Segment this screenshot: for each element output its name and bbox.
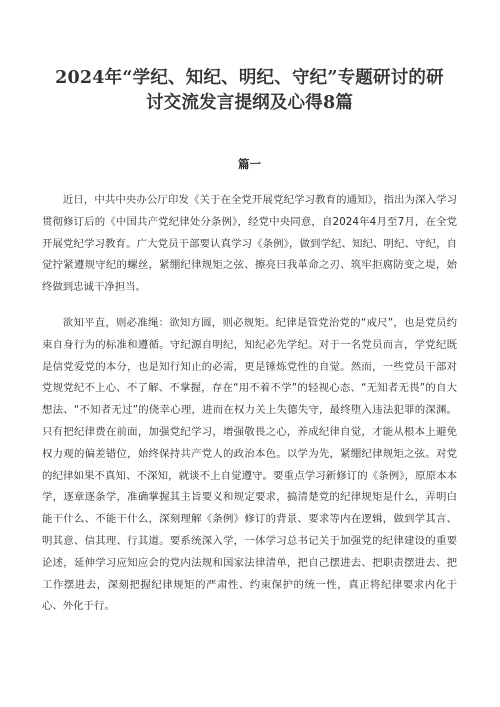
title-line-1: 2024年“学纪、知纪、明纪、守纪”专题研讨的研	[55, 68, 444, 88]
title-line-2: 讨交流发言提纲及心得8篇	[145, 93, 354, 113]
section-heading: 篇一	[238, 157, 261, 171]
document-title	[42, 66, 457, 116]
paragraph-2: 欲知平直，则必准绳：欲知方圆，则必规矩。纪律是管党治党的“戒尺”，也是党员约束自身行为的标准和遵循。守纪源自明纪，知纪必先学纪。对于一名党员而言，学党纪既是信党爱党的本分，也是知行知止的必需，更是锤炼党性的自觉。然而，一些党员干部对党规党纪不上心、不了解、不掌握，存在“用不着不学”的轻视心态、“无知者无畏”的自大想法、“不知者无过”的侥幸心理，进而在权力关上失德失守，最终堕入违法犯罪的深渊。只有把纪律费在前面，加强党纪学习，增强敬畏之心，养成纪律自觉，才能从根本上避免权力观的偏差错位，始终保持共产党人的政治本色。以学为先，紧绷纪律规矩之弦。对党的纪律如果不真知、不深知，就谈不上自觉遵守。要重点学习新修订的《条例》，原原本本学，逐章逐条学，准确掌握其主旨要义和规定要求，搞清楚党的纪律规矩是什么，弄明白能干什么、不能干什么，深刻理解《条例》修订的背景、要求等内在逻辑，做到学其言、明其意、信其理、行其道。要系统深入学，一体学习总书记关于加强党的纪律建设的重要论述，延伸学习应知应会的党内法规和国家法律清单，把自己摆进去、把职责摆进去、把工作摆进去，深刻把握纪律规矩的严肃性、约束保护的统一性，真正将纪律要求内化于心、外化于行。	[42, 316, 457, 613]
paragraph-1: 近日，中共中央办公厅印发《关于在全党开展党纪学习教育的通知》，指出为深入学习贯彻修订后的《中国共产党纪律处分条例》，经党中央同意，自2024年4月至7月，在全党开展党纪学习教育。广大党员干部要认真学习《条例》，做到学纪、知纪、明纪、守纪，自觉拧紧遵规守纪的螺丝，紧绷纪律规矩之弦、擦亮曰我革命之刃、筑牢拒腐防变之堤，始终做到忠诚干净担当。	[42, 194, 457, 294]
